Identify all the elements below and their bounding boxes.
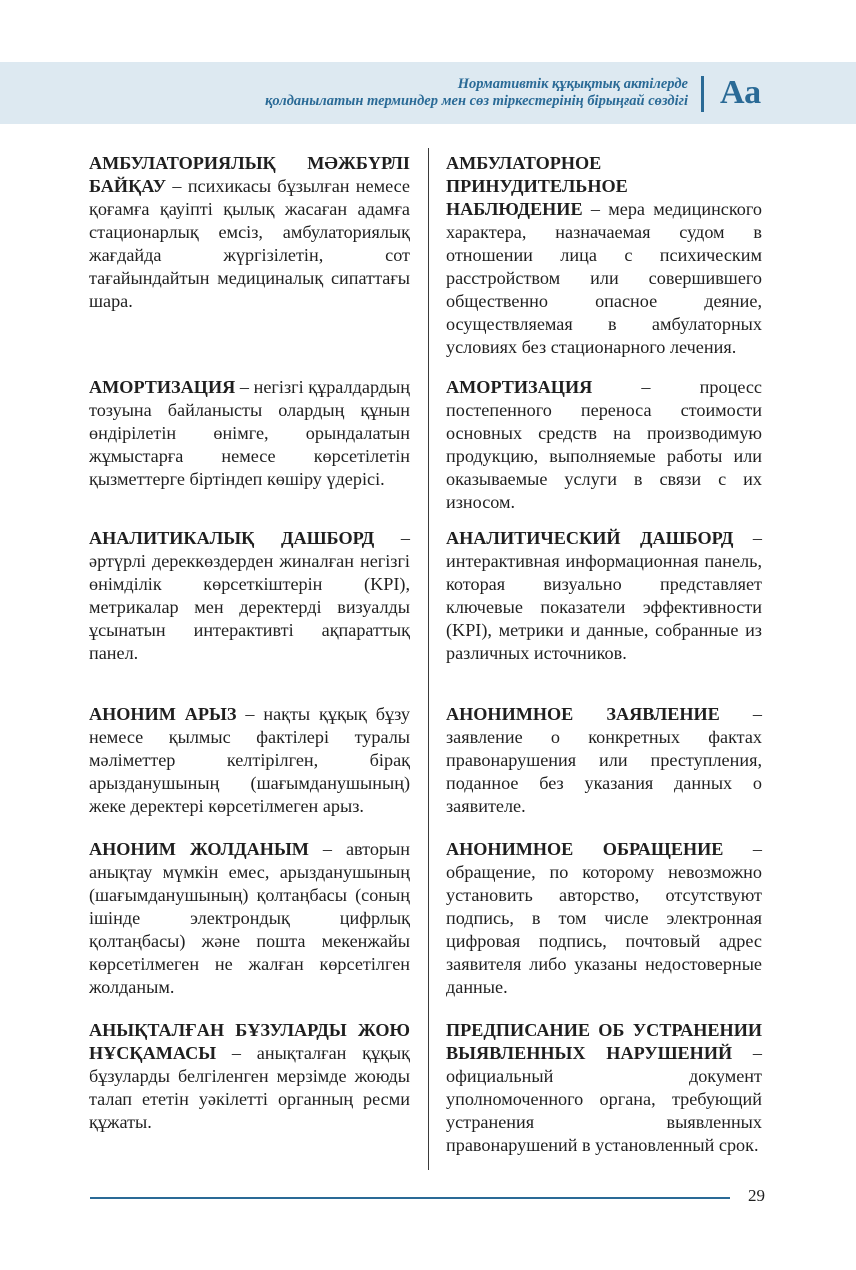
entry-term: АМБУЛАТОРНОЕ ПРИНУДИТЕЛЬНОЕ НАБЛЮДЕНИЕ <box>446 153 628 219</box>
entry-ru-3 <box>446 527 762 665</box>
entry-kz-2 <box>89 376 410 491</box>
running-header <box>0 62 856 124</box>
entry-kz-5 <box>89 838 410 999</box>
entry-term: ПРЕДПИСАНИЕ ОБ УСТРАНЕНИИ ВЫЯВЛЕННЫХ НАРУШЕНИЙ <box>446 1020 762 1063</box>
entry-term: АМОРТИЗАЦИЯ <box>89 377 236 397</box>
page-number: 29 <box>748 1186 765 1205</box>
entry-term: АНОНИМНОЕ ЗАЯВЛЕНИЕ <box>446 704 720 724</box>
column-divider <box>428 148 429 1170</box>
entry-definition: – официальный документ уполномоченного органа, требующий устранения выявленных правонарушений в установленный срок. <box>446 1043 762 1155</box>
header-separator <box>701 76 704 112</box>
entry-term: АНАЛИТИЧЕСКИЙ ДАШБОРД <box>446 528 734 548</box>
entry-ru-2 <box>446 376 762 514</box>
entry-term: АНАЛИТИКАЛЫҚ ДАШБОРД <box>89 528 375 548</box>
entry-definition: – заявление о конкретных фактах правонарушения или преступления, поданное без указания данных о заявителе. <box>446 704 762 816</box>
entry-term: АМОРТИЗАЦИЯ <box>446 377 593 397</box>
entry-ru-6 <box>446 1019 762 1157</box>
entry-definition: – процесс постепенного переноса стоимости основных средств на производимую продукцию, выполняемые работы или оказываемые услуги в связи с их износом. <box>446 377 762 512</box>
entry-definition: – әртүрлі дереккөздерден жиналған негізгі өнімділік көрсеткіштерін (KPI), метрикалар мен деректерді визуалды ұсынатын интерактивті ақпараттық панел. <box>89 528 410 663</box>
entry-term: АНОНИМ АРЫЗ <box>89 704 237 724</box>
entry-kz-3 <box>89 527 410 665</box>
entry-kz-6 <box>89 1019 410 1134</box>
entry-definition: – мера медицинского характера, назначаемая судом в отношении лица с психическим расстройством или совершившего общественно опасное деяние, осуществляемая в амбулаторных условиях без стационарного лечения. <box>446 199 762 357</box>
entry-definition: – психикасы бұзылған немесе қоғамға қауіпті қылық жасаған адамға стационарлық емсіз, амбулаториялық жағдайда жүргізілетін, сот тағайындайтын медициналық сипаттағы шара. <box>89 176 410 311</box>
entry-definition: – негізгі құралдардың тозуына байланысты олардың құнын өндірілетін өнімге, орындалатын жұмыстарға немесе көрсетілетін қызметтерге біртіндеп көшіру үдерісі. <box>89 377 410 489</box>
entry-definition: – авторын анықтау мүмкін емес, арызданушының (шағымданушының) қолтаңбасы (соның ішінде электрондық цифрлық қолтаңбасы) және пошта мекенжайы көрсетілмеген не жалған көрсетілген жолданым. <box>89 839 410 997</box>
entry-ru-5 <box>446 838 762 999</box>
entry-term: АНОНИМНОЕ ОБРАЩЕНИЕ <box>446 839 724 859</box>
section-letters: Аа <box>720 74 762 111</box>
entry-term: АМБУЛАТОРИЯЛЫҚ МӘЖБҮРЛІ БАЙҚАУ <box>89 153 410 196</box>
entry-definition: – интерактивная информационная панель, которая визуально представляет ключевые показатели эффективности (KPI), метрики и данные, собранные из различных источников. <box>446 528 762 663</box>
entry-definition: – нақты құқық бұзу немесе қылмыс фактілері туралы мәліметтер келтірілген, бірақ арызданушының (шағымданушының) жеке деректері көрсетілмеген арыз. <box>89 704 410 816</box>
dictionary-title-line1: Нормативтік құқықтық актілерде <box>457 76 688 92</box>
dictionary-title-line2: қолданылатын терминдер мен сөз тіркестерінің бірыңғай сөздігі <box>265 93 688 109</box>
entry-ru-4 <box>446 703 762 818</box>
entry-term: АНЫҚТАЛҒАН БҰЗУЛАРДЫ ЖОЮ НҰСҚАМАСЫ <box>89 1020 410 1063</box>
entry-ru-1 <box>446 152 762 359</box>
entry-kz-4 <box>89 703 410 818</box>
footer-rule <box>90 1197 730 1199</box>
entry-kz-1 <box>89 152 410 313</box>
entry-term: АНОНИМ ЖОЛДАНЫМ <box>89 839 309 859</box>
dictionary-title <box>128 76 688 110</box>
entry-definition: – обращение, по которому невозможно установить авторство, отсутствуют подпись, в том числе электронная цифровая подпись, почтовый адрес заявителя либо указаны недостоверные данные. <box>446 839 762 997</box>
entry-definition: – анықталған құқық бұзуларды белгіленген мерзімде жоюды талап ететін уәкілетті органның ресми құжаты. <box>89 1043 410 1132</box>
